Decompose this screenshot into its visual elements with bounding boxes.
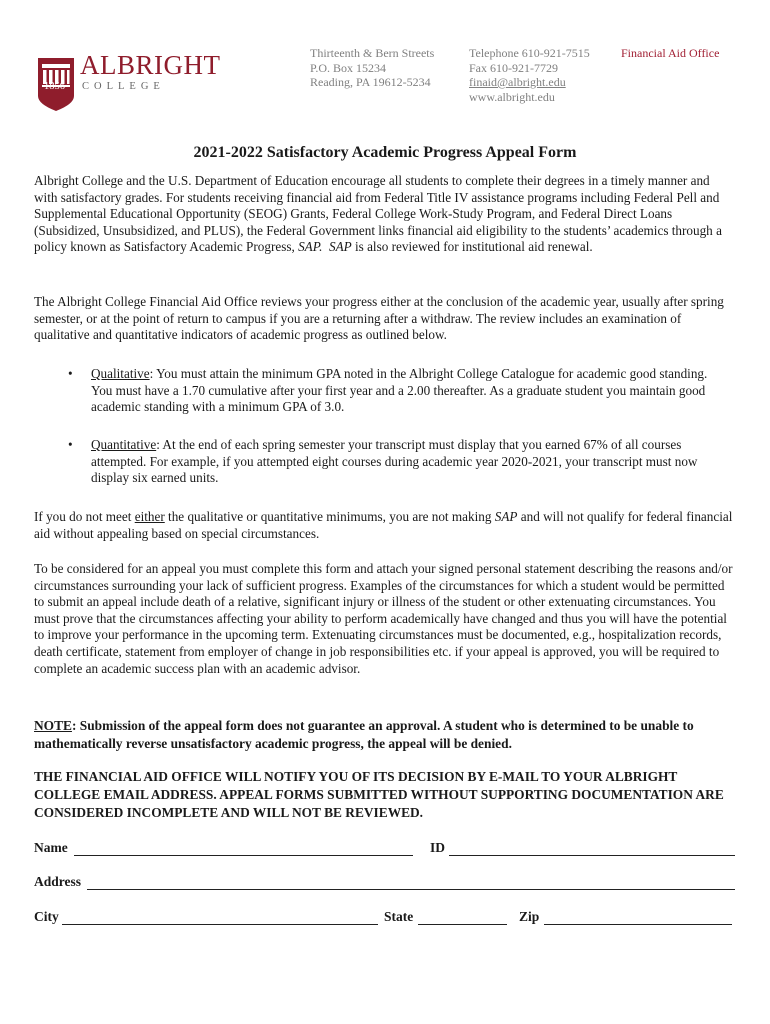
intro-paragraph bbox=[34, 173, 734, 256]
form-row-address bbox=[0, 874, 770, 894]
intro-text-end: is also reviewed for institutional aid renewal. bbox=[351, 239, 593, 255]
bullet-text: : At the end of each spring semester your transcript must display that you earned 67% of all courses attempted. For example, if you attempted eight courses during academic year 2020-2021, your transcript must now display six earned units. bbox=[91, 437, 698, 486]
intro-text: Albright College and the U.S. Department of Education encourage all students to complete their degrees in a timely manner and with satisfactory grades. For students receiving financial aid from Federal Title IV assistance programs including Federal Pell and Supplemental Educational Opportunity (SEOG) Grants, Federal College Work-Study Program, and Federal Direct Loans (Subsidized, Unsubsidized, and PLUS), the Federal Government links financial aid eligibility to the students’ academics through a policy known as Satisfactory Academic Progress, bbox=[34, 173, 722, 255]
name-field[interactable] bbox=[74, 855, 413, 856]
bullet-term: Qualitative bbox=[91, 366, 150, 381]
state-label: State bbox=[384, 909, 414, 924]
form-title: 2021-2022 Satisfactory Academic Progress Appeal Form bbox=[193, 144, 577, 161]
contact-info bbox=[469, 46, 590, 104]
note-text: : Submission of the appeal form does not guarantee an approval. A student who is determined to be unable to mathematically reverse unsatisfactory academic progress, the appeal will be denied. bbox=[34, 718, 694, 751]
city-field[interactable] bbox=[62, 924, 378, 925]
zip-field[interactable] bbox=[544, 924, 732, 925]
college-address bbox=[310, 46, 434, 90]
minimums-text: the qualitative or quantitative minimums, you are not making bbox=[164, 509, 495, 524]
review-paragraph: The Albright College Financial Aid Office reviews your progress either at the conclusion of the academic year, usually after spring semester, or at the point of return to campus if you are a returning after a withdraw. The review includes an examination of qualitative and quantitative indicators of academic progress as outlined below. bbox=[34, 294, 724, 343]
minimums-text: If you do not meet bbox=[34, 509, 135, 524]
logo-year: 1856 bbox=[44, 81, 65, 92]
bullet-text: : You must attain the minimum GPA noted in the Albright College Catalogue for academic good standing. You must have a 1.70 cumulative after your first year and a 2.00 thereafter. As a graduate student you maintain good academic standing with a minimum GPA of 3.0. bbox=[91, 366, 708, 415]
sap-term: SAP bbox=[328, 239, 352, 255]
minimums-text-end: and will not qualify for federal financial aid without appealing based on special circumstances. bbox=[34, 509, 733, 541]
spacer-text bbox=[322, 239, 329, 254]
bullet-icon: • bbox=[68, 437, 73, 452]
logo-wordmark: ALBRIGHT bbox=[80, 50, 221, 80]
albright-college-logo bbox=[36, 50, 226, 112]
notification-paragraph: THE FINANCIAL AID OFFICE WILL NOTIFY YOU OF ITS DECISION BY E-MAIL TO YOUR ALBRIGHT COLLEGE EMAIL ADDRESS. APPEAL FORMS SUBMITTED WITHOUT SUPPORTING DOCUMENTATION ARE CONSIDERED INCOMPLETE AND WILL NOT BE REVIEWED. bbox=[34, 769, 724, 820]
note-label: NOTE bbox=[34, 718, 72, 733]
either-term: either bbox=[134, 509, 165, 524]
office-name: Financial Aid Office bbox=[621, 46, 720, 60]
bullet-term: Quantitative bbox=[91, 437, 157, 452]
id-field[interactable] bbox=[449, 855, 735, 856]
state-field[interactable] bbox=[418, 924, 507, 925]
address-field[interactable] bbox=[87, 889, 735, 890]
form-row-name-id bbox=[0, 840, 770, 860]
address-line: P.O. Box 15234 bbox=[310, 60, 387, 75]
logo-subtitle: COLLEGE bbox=[82, 81, 165, 92]
name-label: Name bbox=[34, 840, 68, 855]
form-row-city-state-zip bbox=[0, 909, 770, 929]
appeal-paragraph: To be considered for an appeal you must complete this form and attach your signed personal statement describing the reasons and/or circumstances surrounding your lack of sufficient progress. Examples of the circumstances for which a student would be permitted to submit an appeal include death of a relative, significant injury or illness of the student or other extenuating circumstances. You must prove that the circumstances affecting your ability to perform academically have changed and thus you will have the potential to improve your performance in the upcoming term. Extenuating circumstances must be documented, e.g., hospitalization records, death certificate, statement from employer of change in job responsibilities etc. if your appeal is approved, you will be required to complete an academic success plan with an academic advisor. bbox=[34, 561, 733, 676]
email-link[interactable]: finaid@albright.edu bbox=[469, 75, 566, 89]
city-label: City bbox=[34, 909, 59, 924]
zip-label: Zip bbox=[519, 909, 540, 924]
id-label: ID bbox=[430, 840, 446, 855]
website: www.albright.edu bbox=[469, 89, 555, 104]
address-line: Thirteenth & Bern Streets bbox=[310, 46, 435, 60]
sap-term: SAP. bbox=[298, 239, 323, 255]
minimums-paragraph bbox=[34, 509, 734, 542]
note-paragraph bbox=[34, 717, 734, 753]
address-label: Address bbox=[34, 874, 82, 889]
bullet-icon: • bbox=[68, 366, 73, 381]
fax: Fax 610-921-7729 bbox=[469, 60, 558, 75]
telephone: Telephone 610-921-7515 bbox=[469, 46, 590, 60]
quantitative-bullet bbox=[68, 437, 731, 487]
qualitative-bullet bbox=[68, 366, 731, 416]
sap-term: SAP bbox=[494, 509, 518, 524]
address-line: Reading, PA 19612-5234 bbox=[310, 75, 431, 89]
